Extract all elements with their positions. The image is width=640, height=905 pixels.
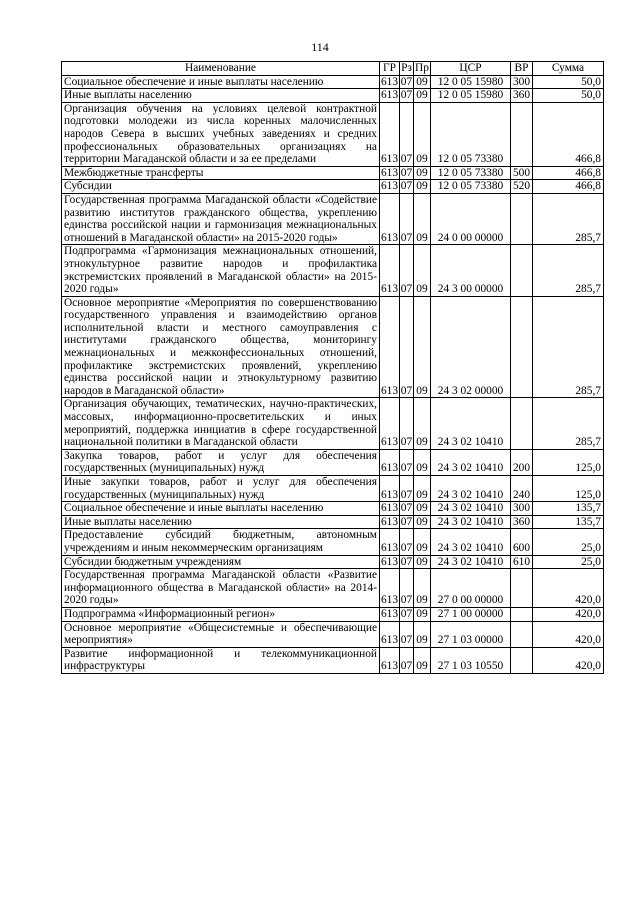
row-name: Основное мероприятие «Общесистемные и обеспечивающие мероприятия» [62,621,380,647]
row-rz: 07 [400,529,414,555]
row-gr: 613 [380,180,399,193]
row-csr: 27 1 03 10550 [431,647,511,673]
row-sum: 285,7 [533,193,604,244]
row-pr: 09 [414,398,431,449]
row-sum: 285,7 [533,245,604,296]
table-row [62,398,604,449]
row-sum: 420,0 [533,569,604,608]
row-name: Межбюджетные трансферты [62,166,380,180]
row-vr [511,193,533,244]
row-rz: 07 [400,89,413,102]
table-row [62,245,604,296]
row-vr: 360 [511,515,533,529]
row-rz: 07 [400,75,413,88]
column-header-csr: ЦСР [431,62,511,76]
row-name: Субсидии бюджетным учреждениям [62,555,380,569]
row-rz: 07 [400,245,414,296]
row-csr: 12 0 05 73380 [431,102,511,166]
row-gr: 613 [380,555,399,568]
row-sum: 420,0 [533,607,604,621]
row-csr: 24 3 02 10410 [431,476,511,502]
row-vr: 240 [511,476,533,502]
row-name: Подпрограмма «Информационный регион» [62,607,380,621]
row-rz: 07 [400,102,414,166]
row-name: Организация обучающих, тематических, научно-практических, массовых, информационно-просветительских и иных мероприятий, поддержка инициатив в сфере государственной национальной политики в Магаданской области [62,398,380,449]
row-sum: 466,8 [533,102,604,166]
row-pr: 09 [414,515,431,529]
row-sum: 466,8 [533,180,604,194]
row-csr: 27 0 00 00000 [431,569,511,608]
table-row [62,502,604,516]
row-vr [511,569,533,608]
row-vr [511,398,533,449]
column-header-vr: ВР [511,62,533,76]
row-csr: 27 1 00 00000 [431,607,511,621]
row-csr: 24 3 02 00000 [431,296,511,398]
row-vr: 360 [511,89,533,103]
table-row [62,529,604,555]
row-gr: 613 [380,296,400,398]
row-gr: 613 [380,569,400,608]
page-number: 114 [311,40,329,54]
row-pr: 09 [414,180,431,194]
row-gr: 613 [380,607,399,620]
column-header-pr: Пр [415,62,429,74]
row-name: Закупка товаров, работ и услуг для обеспечения государственных (муниципальных) нужд [62,449,380,475]
row-rz: 07 [400,476,414,502]
row-vr: 600 [511,529,533,555]
budget-table [61,61,604,674]
row-gr: 613 [380,621,400,647]
row-gr: 613 [380,245,400,296]
table-row [62,515,604,529]
row-name: Иные закупки товаров, работ и услуг для обеспечения государственных (муниципальных) нужд [62,476,380,502]
table-row [62,75,604,89]
table-row [62,621,604,647]
row-vr: 300 [511,502,533,516]
row-rz: 07 [400,449,414,475]
row-name: Иные выплаты населению [62,89,380,103]
row-gr: 613 [380,398,400,449]
row-pr: 09 [414,102,431,166]
row-sum: 25,0 [533,529,604,555]
row-pr: 09 [414,449,431,475]
row-sum: 50,0 [533,75,604,89]
row-csr: 24 3 02 10410 [431,398,511,449]
row-sum: 285,7 [533,296,604,398]
row-vr: 610 [511,555,533,569]
row-csr: 24 3 02 10410 [431,515,511,529]
row-vr [511,245,533,296]
row-sum: 125,0 [533,449,604,475]
row-vr [511,647,533,673]
row-csr: 12 0 05 73380 [431,180,511,194]
row-rz: 07 [400,193,414,244]
row-pr: 09 [414,75,431,89]
table-row [62,449,604,475]
row-gr: 613 [380,89,399,102]
row-gr: 613 [380,476,400,502]
row-name: Предоставление субсидий бюджетным, автономным учреждениям и иным некоммерческим организациям [62,529,380,555]
table-body [62,75,604,673]
row-vr [511,607,533,621]
row-vr [511,102,533,166]
row-pr: 09 [414,607,431,621]
column-header-rz: Рз [401,62,412,74]
row-gr: 613 [380,449,400,475]
row-rz: 07 [400,166,413,179]
row-name: Социальное обеспечение и иные выплаты населению [62,75,380,89]
table-row [62,555,604,569]
table-row [62,166,604,180]
row-vr: 500 [511,166,533,180]
row-vr [511,621,533,647]
row-rz: 07 [400,621,414,647]
row-csr: 24 3 02 10410 [431,529,511,555]
table-row [62,193,604,244]
row-csr: 27 1 03 00000 [431,621,511,647]
row-gr: 613 [380,529,400,555]
row-rz: 07 [400,647,414,673]
table-row [62,296,604,398]
row-vr: 300 [511,75,533,89]
row-sum: 135,7 [533,515,604,529]
row-gr: 613 [380,647,400,673]
row-name: Иные выплаты населению [62,515,380,529]
row-sum: 125,0 [533,476,604,502]
table-header-row [62,62,604,76]
row-gr: 613 [380,75,399,88]
row-vr [511,296,533,398]
row-pr: 09 [414,245,431,296]
row-rz: 07 [400,607,413,620]
table-row [62,647,604,673]
row-rz: 07 [400,515,413,528]
row-csr: 24 0 00 00000 [431,193,511,244]
row-name: Подпрограмма «Гармонизация межнациональных отношений, этнокультурное развитие народов и профилактика экстремистских проявлений в Магаданской области» на 2015-2020 годы» [62,245,380,296]
row-pr: 09 [414,193,431,244]
row-pr: 09 [414,647,431,673]
row-gr: 613 [380,166,399,179]
row-csr: 24 3 02 10410 [431,502,511,516]
row-sum: 466,8 [533,166,604,180]
row-pr: 09 [414,89,431,103]
row-gr: 613 [380,502,399,515]
row-pr: 09 [414,476,431,502]
row-pr: 09 [414,296,431,398]
row-pr: 09 [414,569,431,608]
row-sum: 285,7 [533,398,604,449]
table-row [62,102,604,166]
row-name: Развитие информационной и телекоммуникационной инфраструктуры [62,647,380,673]
row-gr: 613 [380,102,400,166]
row-csr: 24 3 02 10410 [431,555,511,569]
column-header-sum: Сумма [533,62,604,76]
row-name: Государственная программа Магаданской области «Развитие информационного общества в Магаданской области» на 2014-2020 годы» [62,569,380,608]
row-rz: 07 [400,502,413,515]
row-rz: 07 [400,398,414,449]
row-csr: 12 0 05 73380 [431,166,511,180]
table-row [62,89,604,103]
row-rz: 07 [400,180,413,193]
row-gr: 613 [380,193,400,244]
row-pr: 09 [414,621,431,647]
table-row [62,180,604,194]
row-pr: 09 [414,555,431,569]
row-name: Государственная программа Магаданской области «Содействие развитию институтов гражданского общества, укреплению единства российской нации и гармонизация межнациональных отношений в Магаданской области» на 2015-2020 годы» [62,193,380,244]
row-vr: 200 [511,449,533,475]
row-csr: 12 0 05 15980 [431,89,511,103]
row-name: Организация обучения на условиях целевой контрактной подготовки молодежи из числа коренных малочисленных народов Севера в высших учебных заведениях и средних профессиональных образовательных организациях на территории Магаданской области и за ее пределами [62,102,380,166]
row-sum: 25,0 [533,555,604,569]
row-vr: 520 [511,180,533,194]
row-pr: 09 [414,529,431,555]
row-sum: 420,0 [533,621,604,647]
row-pr: 09 [414,166,431,180]
table-row [62,476,604,502]
row-name: Основное мероприятие «Мероприятия по совершенствованию государственного управления и взаимодействию органов исполнительной власти и местного самоуправления с институтами гражданского общества, мониторингу межнациональных и межконфессиональных отношений, профилактике экстремистских проявлений, укреплению единства российской нации и этнокультурному развитию народов в Магаданской области» [62,296,380,398]
row-name: Субсидии [62,180,380,194]
row-pr: 09 [414,502,431,516]
row-sum: 135,7 [533,502,604,516]
row-csr: 24 3 02 10410 [431,449,511,475]
column-header-name: Наименование [62,62,380,76]
row-gr: 613 [380,515,399,528]
table-row [62,569,604,608]
row-rz: 07 [400,296,414,398]
row-sum: 50,0 [533,89,604,103]
row-sum: 420,0 [533,647,604,673]
row-name: Социальное обеспечение и иные выплаты населению [62,502,380,516]
row-csr: 24 3 00 00000 [431,245,511,296]
row-rz: 07 [400,555,413,568]
row-csr: 12 0 05 15980 [431,75,511,89]
row-rz: 07 [400,569,414,608]
column-header-gr: ГР [380,62,400,76]
table-row [62,607,604,621]
